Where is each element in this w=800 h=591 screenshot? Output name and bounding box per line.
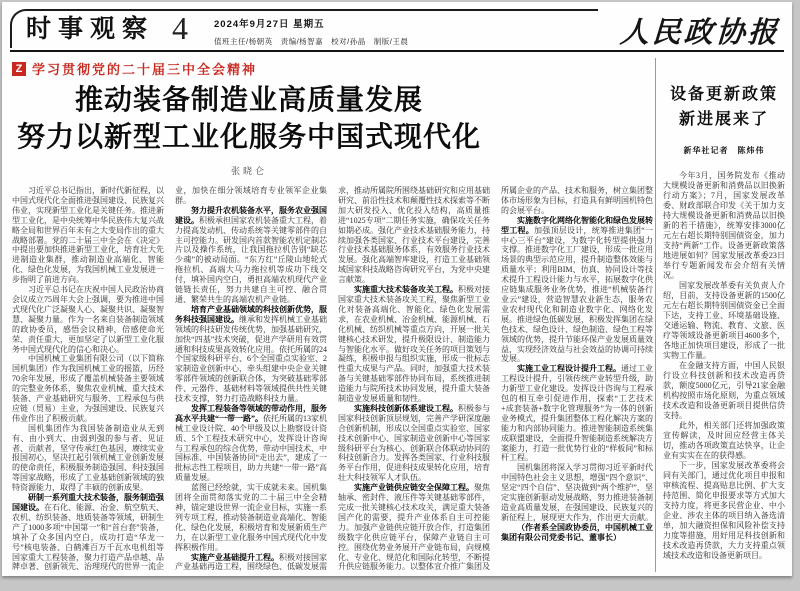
article-paragraph: 国机集团将深入学习贯彻习近平新时代中国特色社会主义思想，增强“四个意识”、坚定“四个自信”、坚决做到“两个维护”，坚定实施创新驱动发展战略，努力推进装备制造业高质量发展，在强国建设、民族复兴的新征程上，展现更大作为，作出更大贡献。 xyxy=(501,463,653,522)
column-divider xyxy=(655,58,656,572)
newspaper-masthead: 人民政协报 xyxy=(619,17,781,49)
headline-block xyxy=(10,82,488,177)
series-banner-text: 学习贯彻党的二十届三中全会精神 xyxy=(32,62,258,77)
headline-line-1: 推动装备制造业高质量发展 xyxy=(74,85,423,116)
series-banner xyxy=(12,59,257,78)
sidebar-paragraph: 此外，相关部门还将加强政策宣传解读，及时回应经营主体关切，推动各项政策直达快享，让企业有实实在在的获得感。 xyxy=(663,421,785,460)
article-paragraph: 实施产业链供应链安全保障工程。聚焦轴承、密封件、液压件等关键基础零部件，完成一批关键核心技术攻关，满足重大装备国产化的需要，提升产业体系自主可控能力。加强产业链供应链开放合作，打造集团级数字化供应链平台，保障产业链自主可控。围绕优势业务展开产业链布局，向规模化、专业化、规范化和国际化转型，不断提升供应链服务能力。以整体宣介推广集团及所属企业的产品、技术和服务，树立集团整体市场形象为目标，打造具有鲜明国机特色的会展平台。 xyxy=(338,186,653,572)
article-paragraph: 培育产业基础领域的科技创新优势，服务科技强国建设。继承和发挥机械工业基础领域的科技研发传统优势，加强基础研究，加快“四基”技术突破，促进产学研用有效贯通和科技成果高效转化应用。依托所属的24个国家级科研平台、6个全国重点实验室、2家制造业创新中心，牵头组建中央企业关键零部件领域的创新联合体，为突破基础零部件、元器件、基础材料等领域提供共性关键技术支撑，努力打造战略科技力量。 xyxy=(175,304,327,404)
main-article-body xyxy=(12,186,653,574)
sidebar-title-line-2: 新进展来了 xyxy=(678,111,769,128)
sidebar-title-line-1: 设备更新政策 xyxy=(669,86,778,103)
page-header xyxy=(26,10,409,47)
sidebar-body xyxy=(663,171,785,561)
article-paragraph: 习近平总书记指出，新时代新征程，以中国式现代化全面推进强国建设、民族复兴伟业，实现新型工业化是关键任务。推进新型工业化，是中央统筹中华民族伟大复兴战略全局和世界百年未有之大变局作出的重大战略部署。党的二十届三中全会在《决定》中提出要加快推进新型工业化，培育壮大先进制造业集群，推动制造业高端化、智能化、绿色化发展，为我国机械工业发展进一步指明了前进方向。 xyxy=(12,186,164,285)
sidebar-byline: 新华社记者 陈炜伟 xyxy=(683,146,765,155)
article-paragraph: 实施科技创新体系建设工程。积极参与国家科技创新顶层规划，完善产学研深度融合创新机制，形成以全国重点实验室、国家技术创新中心、国家制造业创新中心等国家级科研平台为核心、创新联合体联动协同的科技创新合力。发挥各类国家、行业科技服务平台作用，促进科技成果转化应用，培育壮大科技领军人才队伍。 xyxy=(338,403,490,483)
sidebar-article xyxy=(663,58,785,572)
article-paragraph: 实施数字化网络化智能化和绿色发展转型工程。加强顶层设计，统筹推进集团“一中心三平台”建设，为数字化转型提供强力支撑。推进数字化工厂建设，形成一批应用场景的典型示范应用，提升制造整体效能与质量水平；利用BIM、仿真、协同设计等技术提升工程设计能力与水平，拓展数字化供应链集成服务业务优势，推进“机械装备行业云”建设，营造智慧农业新生态，服务农业农村现代化和制造业数字化、网络化发展。推进绿色低碳发展，积极发挥集团在绿色技术、绿色设计、绿色制造、绿色工程等领域的优势，提升节能环保产业发展质量效益，实现经济效益与社会效益的协调可持续发展。 xyxy=(501,215,653,364)
sidebar-paragraph: 今年3月，国务院发布《推动大规模设备更新和消费品以旧换新行动方案》；7月，国家发展改革委、财政部联合印发《关于加力支持大规模设备更新和消费品以旧换新的若干措施》，统筹安排3000亿元左右超长期特别国债资金，加力支持“两新”工作。设备更新政策落地进展如何？国家发展改革委23日举行专题新闻发布会介绍有关情况。 xyxy=(663,171,785,280)
page-number: 4 xyxy=(172,10,189,46)
headline-line-2: 努力以新型工业化服务中国式现代化 xyxy=(16,122,481,153)
article-paragraph: 习近平总书记在庆祝中国人民政治协商会议成立75周年大会上强调，要为推进中国式现代化广泛凝聚人心、凝聚共识、凝聚智慧、凝聚力量。作为一名来自装备制造领域的政协委员，感悟会议精神，倍感使命光荣、责任重大，更加坚定了以新型工业化服务中国式现代化的信心和决心。 xyxy=(12,285,164,354)
author-byline: 张晓仑 xyxy=(230,166,267,176)
article-paragraph: 努力提升农机装备水平，服务农业强国建设。积极承担国家农机装备重大工程，着力提高发动机、传动系统等关键零部件的自主可控能力。研发国内首款智能农机定制芯片以及操作系统，让我国拖拉机告别“缺芯少魂”的被动局面。“东方红”丘陵山地轮式拖拉机、高端大马力拖拉机等成功下线交付，填补国内空白，勇担高端农机现代产业链链长责任，努力共建自主可控、融合贯通、繁荣共生的高端农机产业链。 xyxy=(175,205,327,304)
section-title: 时事观察 xyxy=(26,15,155,43)
series-badge-icon: Z xyxy=(12,62,26,76)
article-paragraph: 中国机械工业集团有限公司（以下简称国机集团）作为我国机械工业的摇篮，历经70余年发展，形成了覆盖机械装备主要领域的完整业务体系，聚焦农业机械、重大技术装备、产业基础研究与服务、工程承包与供应链（贸易）主业，为强国建设、民族复兴伟业作出了积极贡献。 xyxy=(12,354,164,423)
article-paragraph: 实施重大技术装备攻关工程。积极对接国家重大技术装备攻关工程，聚焦新型工业化对装备高端化、智能化、绿色化发展需求，在农业机械、冶金机械、能源机械、石化机械、纺织机械等重点方向，开展一批关键核心技术研发，提升极限设计、制造能力与智能化水平。做好攻关任务的项目策划与凝练，积极申报与组织实施，形成一批标志性重大成果与产品。同时，加强重大技术装备与关键基础零部件协同布局，系统推进制造能力与院所技术协同发展，提升重大装备制造业发展质量和韧性。 xyxy=(338,285,490,404)
staff-credits: 值班主任/杨朝英 责编/杨智嘉 校对/孙晶 制版/王晨 xyxy=(214,37,409,46)
page xyxy=(2,2,792,576)
article-paragraph: 实施产业基础提升工程。积极对接国家产业基础再造工程，围绕绿色、低碳发展需求，推动所属院所围绕基础研究和应用基础研究、前沿性技术和颠覆性技术探索等不断加大研发投入、优化投入结构，高质量推进“1025专项”二期任务实施，确保攻关任务如期必成。强化产业技术基础服务能力，持续加强各类国家、行业技术平台建设，完善行业技术基础服务体系，有效服务行业技术发展。强化高端智库建设，打造工业基础领域国家科技战略咨询研究平台，为党中央建言献策。 xyxy=(175,186,490,572)
author-attribution: （作者系全国政协委员，中国机械工业集团有限公司党委书记、董事长） xyxy=(501,522,653,542)
article-paragraph: 发挥工程装备等领域的带动作用，服务高水平共建“一带一路”。依托所属的13家机械工业设计院、40个甲级及以上勘察设计资质、5个工程技术研究中心，发挥设计咨询与工程承包的综合优势，带动中国技术、中国标准、中国装备协同“走出去”，建成了一批标志性工程项目，助力共建“一带一路”高质量发展。 xyxy=(175,403,327,483)
sidebar-title xyxy=(663,82,785,132)
article-paragraph: 实施工业工程设计提升工程。通过工业工程设计提升，引领传统产业转型升级，助力新型工业化建设。发挥设计咨询与工程承包的相互牵引促进作用，探索“工艺技术+成套装备+数字化管理服务”为一体的创新业务模式，提升集团整体工程化解决方案的能力和内部协同能力。推进智能制造系统集成联盟建设，全面提升智能制造系统解决方案能力，打造一批优势行业的“样板间”和标杆工程。 xyxy=(501,364,653,463)
sidebar-paragraph: 下一步，国家发展改革委将会同有关部门，通过优化项目申报和审核流程、提高贴息比例、扩大支持范围、简化申报要求等方式加大支持力度，将更多民营企业、中小企业、涉农主体的项目纳入备选清单，加大融资担保和风险补偿支持力度等措施，用好用足科技创新和技术改造再贷款，大力支持重点领域技术改造和设备更新项目。 xyxy=(663,461,785,560)
sidebar-paragraph: 在金融支持方面，中国人民银行设立科技创新和技术改造再贷款，额度5000亿元，引导21家金融机构按照市场化原则，为重点领域技术改造和设备更新项目提供信贷支持。 xyxy=(663,361,785,420)
date-block xyxy=(214,15,408,47)
date-line: 2024年9月27日 星期五 xyxy=(214,19,325,30)
sidebar-paragraph: 国家发展改革委有关负责人介绍，目前，支持设备更新的1500亿元左右超长期特别国债资金已全面下达，支持工业、环境基础设施、交通运输、物流、教育、文旅、医疗等领域设备更新项目4600多个，各地正加快项目建设，形成了一批实物工作量。 xyxy=(663,281,785,360)
article-paragraph: 蓝图已经绘就，实干成就未来。国机集团将全面贯彻落实党的二十届三中全会精神，锚定建设世界一流企业目标，实施一系列专项工程，推动装备制造业高端化、智能化、绿色化发展，积极培育和发展新质生产力，在以新型工业化服务中国式现代化中发挥积极作用。 xyxy=(175,483,327,552)
header-rule xyxy=(10,50,784,52)
article-paragraph: 国机集团作为我国装备制造业从无到有、由小到大、由弱到强的参与者、见证者、贡献者，坚守传承红色基因，赓续实业报国初心，坚决扛起引领机械工业创新发展的使命责任，积极服务制造强国、科技强国等国家战略，形成了工业基础创新领域的独特资源能力，取得了丰硕的创新成果。 xyxy=(12,423,164,493)
article-paragraph: 研制一系列重大技术装备，服务制造强国建设。在石化、能源、冶金、航空航天、农机、纺织装备、地质装备等领域，研制生产了1000多项“中国第一”和“首台套”装备，填补了众多国内空白，成功打造“华龙一号”核电装备、白鹤滩百万千瓦水电机组等国家重大工程装备，聚力打造产品卓越、品牌卓著、创新领先、治理现代的世界一流企业，加快在细分领域培育专业领军企业集群。 xyxy=(12,186,327,572)
